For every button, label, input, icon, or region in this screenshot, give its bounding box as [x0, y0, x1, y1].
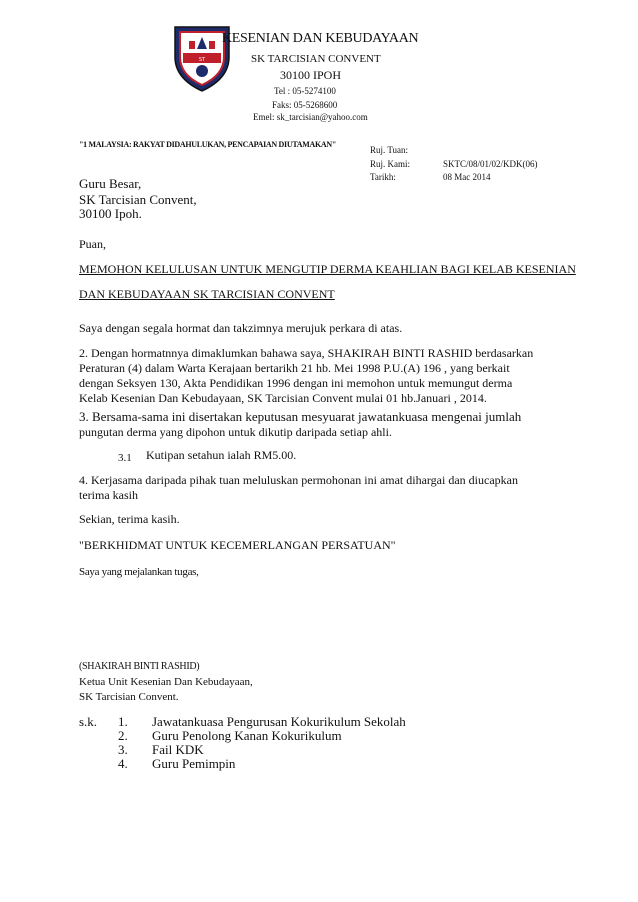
tarikh-label: Tarikh: [370, 172, 396, 182]
ruj-kami-label: Ruj. Kami: [370, 159, 410, 169]
email: Emel: sk_tarcisian@yahoo.com [253, 112, 368, 122]
recipient-line1: Guru Besar, [79, 176, 142, 191]
signatory-title: Ketua Unit Kesenian Dan Kebudayaan, [79, 676, 253, 688]
paragraph-4-line1: 4. Kerjasama daripada pihak tuan meluluskan permohonan ini amat dihargai dan diucapkan [79, 473, 518, 487]
salutation: Puan, [79, 237, 106, 251]
cc-item-2-text: Guru Penolong Kanan Kokurikulum [152, 728, 342, 743]
paragraph-3-line1: 3. Bersama-sama ini disertakan keputusan mesyuarat jawatankuasa mengenai jumlah [79, 409, 522, 424]
ruj-tuan-label: Ruj. Tuan: [370, 145, 409, 155]
ruj-kami-value: SKTC/08/01/02/KDK(06) [443, 159, 538, 169]
cc-label: s.k. [79, 714, 98, 729]
recipient-line2: SK Tarcisian Convent, [79, 192, 197, 207]
cc-item-3-number: 3. [118, 742, 128, 757]
paragraph-1: Saya dengan segala hormat dan takzimnya merujuk perkara di atas. [79, 321, 403, 335]
svg-text:ST: ST [198, 57, 206, 63]
paragraph-2-line4: Kelab Kesenian Dan Kebudayaan, SK Tarcisian Convent mulai 01 hb.Januari , 2014. [79, 391, 487, 405]
fax: Faks: 05-5268600 [272, 100, 338, 110]
cc-item-2-number: 2. [118, 728, 128, 743]
item-3-1-text: Kutipan setahun ialah RM5.00. [146, 448, 297, 462]
paragraph-3-line2: pungutan derma yang dipohon untuk dikutip daripada setiap ahli. [79, 425, 392, 439]
school-name: SK TARCISIAN CONVENT [251, 53, 381, 65]
paragraph-2-line1: 2. Dengan hormatnnya dimaklumkan bahawa saya, SHAKIRAH BINTI RASHID berdasarkan [79, 346, 534, 360]
signatory-school: SK Tarcisian Convent. [79, 691, 179, 703]
item-3-1-number: 3.1 [118, 452, 132, 464]
paragraph-2-line2: Peraturan (4) dalam Warta Kerajaan bertarikh 21 hb. Mei 1998 P.U.(A) 196 , yang berkait [79, 361, 510, 375]
cc-item-4-text: Guru Pemimpin [152, 756, 236, 771]
recipient-line3: 30100 Ipoh. [79, 206, 142, 221]
signatory-name: (SHAKIRAH BINTI RASHID) [79, 661, 200, 672]
paragraph-2-line3: dengan Seksyen 130, Akta Pendidikan 1996 dengan ini memohon untuk memungut derma [79, 376, 513, 390]
unit-heading: KESENIAN DAN KEBUDAYAAN [222, 31, 419, 46]
subject-line2: DAN KEBUDAYAAN SK TARCISIAN CONVENT [79, 287, 335, 301]
subject-line1: MEMOHON KELULUSAN UNTUK MENGUTIP DERMA KEAHLIAN BAGI KELAB KESENIAN [79, 262, 576, 276]
sign-off: Saya yang mejalankan tugas, [79, 566, 199, 578]
cc-item-1-text: Jawatankuasa Pengurusan Kokurikulum Sekolah [152, 714, 406, 729]
cc-item-3-text: Fail KDK [152, 742, 204, 757]
slogan: "BERKHIDMAT UNTUK KECEMERLANGAN PERSATUAN" [79, 538, 396, 552]
paragraph-4-line2: terima kasih [79, 488, 138, 502]
cc-item-4-number: 4. [118, 756, 128, 771]
telephone: Tel : 05-5274100 [274, 86, 336, 96]
postcode-city: 30100 IPOH [280, 68, 342, 82]
tarikh-value: 08 Mac 2014 [443, 172, 491, 182]
motto: "1 MALAYSIA: RAKYAT DIDAHULUKAN, PENCAPAIAN DIUTAMAKAN" [79, 140, 336, 149]
cc-item-1-number: 1. [118, 714, 128, 729]
closing: Sekian, terima kasih. [79, 512, 180, 526]
